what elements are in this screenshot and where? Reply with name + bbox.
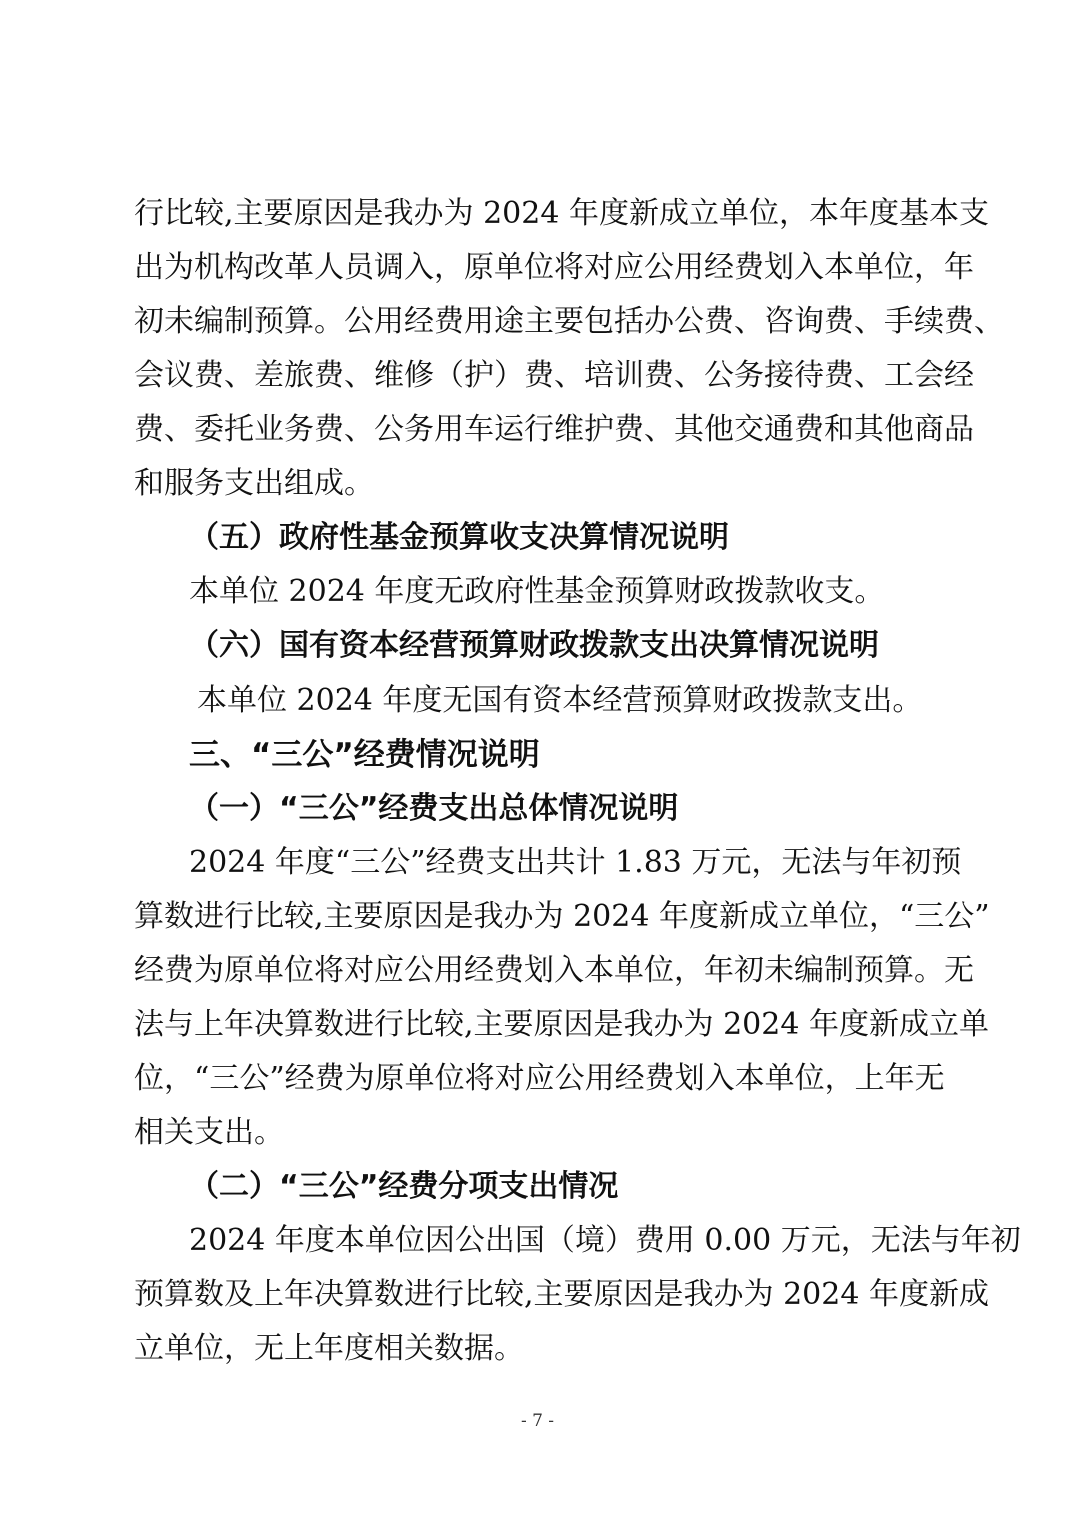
body-text-line: 位，“三公”经费为原单位将对应公用经费划入本单位，上年无	[134, 1061, 945, 1096]
body-text-line: 出为机构改革人员调入，原单位将对应公用经费划入本单位，年	[134, 250, 974, 285]
section-heading: （六）国有资本经营预算财政拨款支出决算情况说明	[189, 628, 879, 663]
body-text-line: 本单位 2024 年度无国有资本经营预算财政拨款支出。	[197, 683, 923, 718]
body-text-line: 相关支出。	[134, 1115, 284, 1150]
body-text-line: 会议费、差旅费、维修（护）费、培训费、公务接待费、工会经	[134, 358, 974, 393]
body-text-line: 立单位，无上年度相关数据。	[134, 1331, 524, 1366]
body-text-line: 法与上年决算数进行比较,主要原因是我办为 2024 年度新成立单	[134, 1007, 989, 1042]
body-text-line: 2024 年度“三公”经费支出共计 1.83 万元，无法与年初预	[189, 845, 962, 880]
subsection-heading: （二）“三公”经费分项支出情况	[189, 1169, 619, 1204]
section-heading: （五）政府性基金预算收支决算情况说明	[189, 520, 729, 555]
body-text-line: 经费为原单位将对应公用经费划入本单位，年初未编制预算。无	[134, 953, 974, 988]
body-text-line: 初未编制预算。公用经费用途主要包括办公费、咨询费、手续费、	[134, 304, 1004, 339]
body-text-line: 本单位 2024 年度无政府性基金预算财政拨款收支。	[189, 574, 885, 609]
body-text-line: 算数进行比较,主要原因是我办为 2024 年度新成立单位，“三公”	[134, 899, 990, 934]
page-number: - 7 -	[520, 1411, 555, 1431]
body-text-line: 预算数及上年决算数进行比较,主要原因是我办为 2024 年度新成	[134, 1277, 989, 1312]
body-text-line: 和服务支出组成。	[134, 466, 374, 501]
chapter-heading: 三、“三公”经费情况说明	[189, 737, 540, 773]
subsection-heading: （一）“三公”经费支出总体情况说明	[189, 791, 679, 826]
body-text-line: 2024 年度本单位因公出国（境）费用 0.00 万元，无法与年初	[189, 1223, 1021, 1258]
body-text-line: 行比较,主要原因是我办为 2024 年度新成立单位，本年度基本支	[134, 196, 989, 231]
body-text-line: 费、委托业务费、公务用车运行维护费、其他交通费和其他商品	[134, 412, 974, 447]
